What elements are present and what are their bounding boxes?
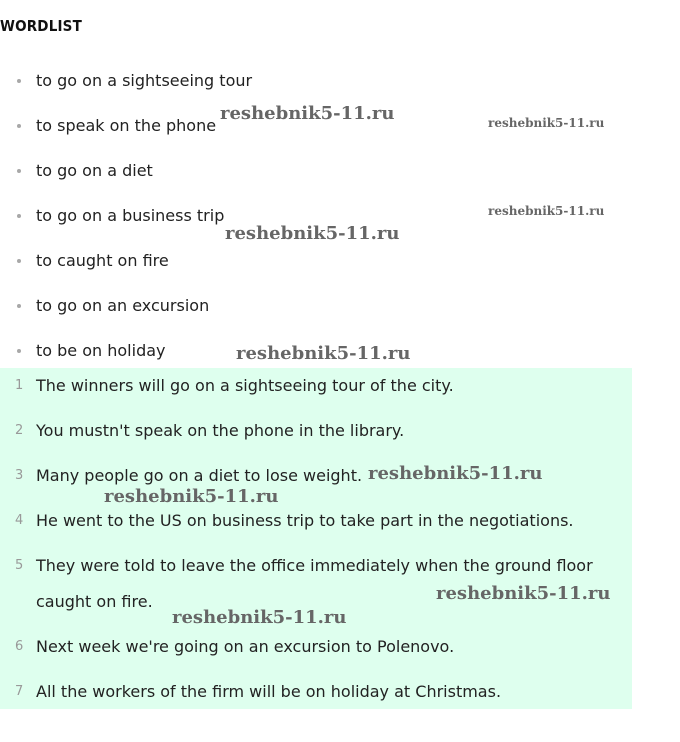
bullet-icon [17,214,21,218]
answer-number: 6 [15,639,24,654]
answer-text: He went to the US on business trip to take part in the negotiations. [36,511,574,530]
watermark: reshebnik5-11.ru [225,223,400,244]
answer-text: Many people go on a diet to lose weight. [36,466,363,485]
answer-number: 2 [15,423,24,438]
watermark: reshebnik5-11.ru [436,583,611,604]
answer-number: 5 [15,558,24,573]
watermark: reshebnik5-11.ru [236,343,411,364]
bullet-icon [17,304,21,308]
answer-number: 3 [15,468,24,483]
bullet-icon [17,124,21,128]
watermark: reshebnik5-11.ru [488,204,605,218]
wordlist-item-text: to speak on the phone [36,116,217,135]
answer-text: Next week we're going on an excursion to Polenovo. [36,637,455,656]
bullet-icon [17,79,21,83]
answer-text: You mustn't speak on the phone in the library. [36,421,405,440]
watermark: reshebnik5-11.ru [172,607,347,628]
wordlist-title: WORDLIST [0,17,82,35]
watermark: reshebnik5-11.ru [104,486,279,507]
answer-number: 4 [15,513,24,528]
answer-text: All the workers of the firm will be on holiday at Christmas. [36,682,502,701]
wordlist-item-text: to go on a business trip [36,206,225,225]
answer-text: They were told to leave the office immediately when the ground floor caught on fire. [36,556,593,611]
answer-number: 7 [15,684,24,699]
wordlist-item-text: to be on holiday [36,341,166,360]
bullet-icon [17,259,21,263]
wordlist-item-text: to go on a sightseeing tour [36,71,253,90]
watermark: reshebnik5-11.ru [368,463,543,484]
answer-number: 1 [15,378,24,393]
answers-panel [0,368,632,709]
watermark: reshebnik5-11.ru [220,103,395,124]
watermark: reshebnik5-11.ru [488,116,605,130]
bullet-icon [17,349,21,353]
bullet-icon [17,169,21,173]
wordlist-item-text: to go on an excursion [36,296,210,315]
wordlist-item-text: to go on a diet [36,161,153,180]
wordlist-item-text: to caught on fire [36,251,169,270]
answer-text: The winners will go on a sightseeing tour of the city. [36,376,454,395]
